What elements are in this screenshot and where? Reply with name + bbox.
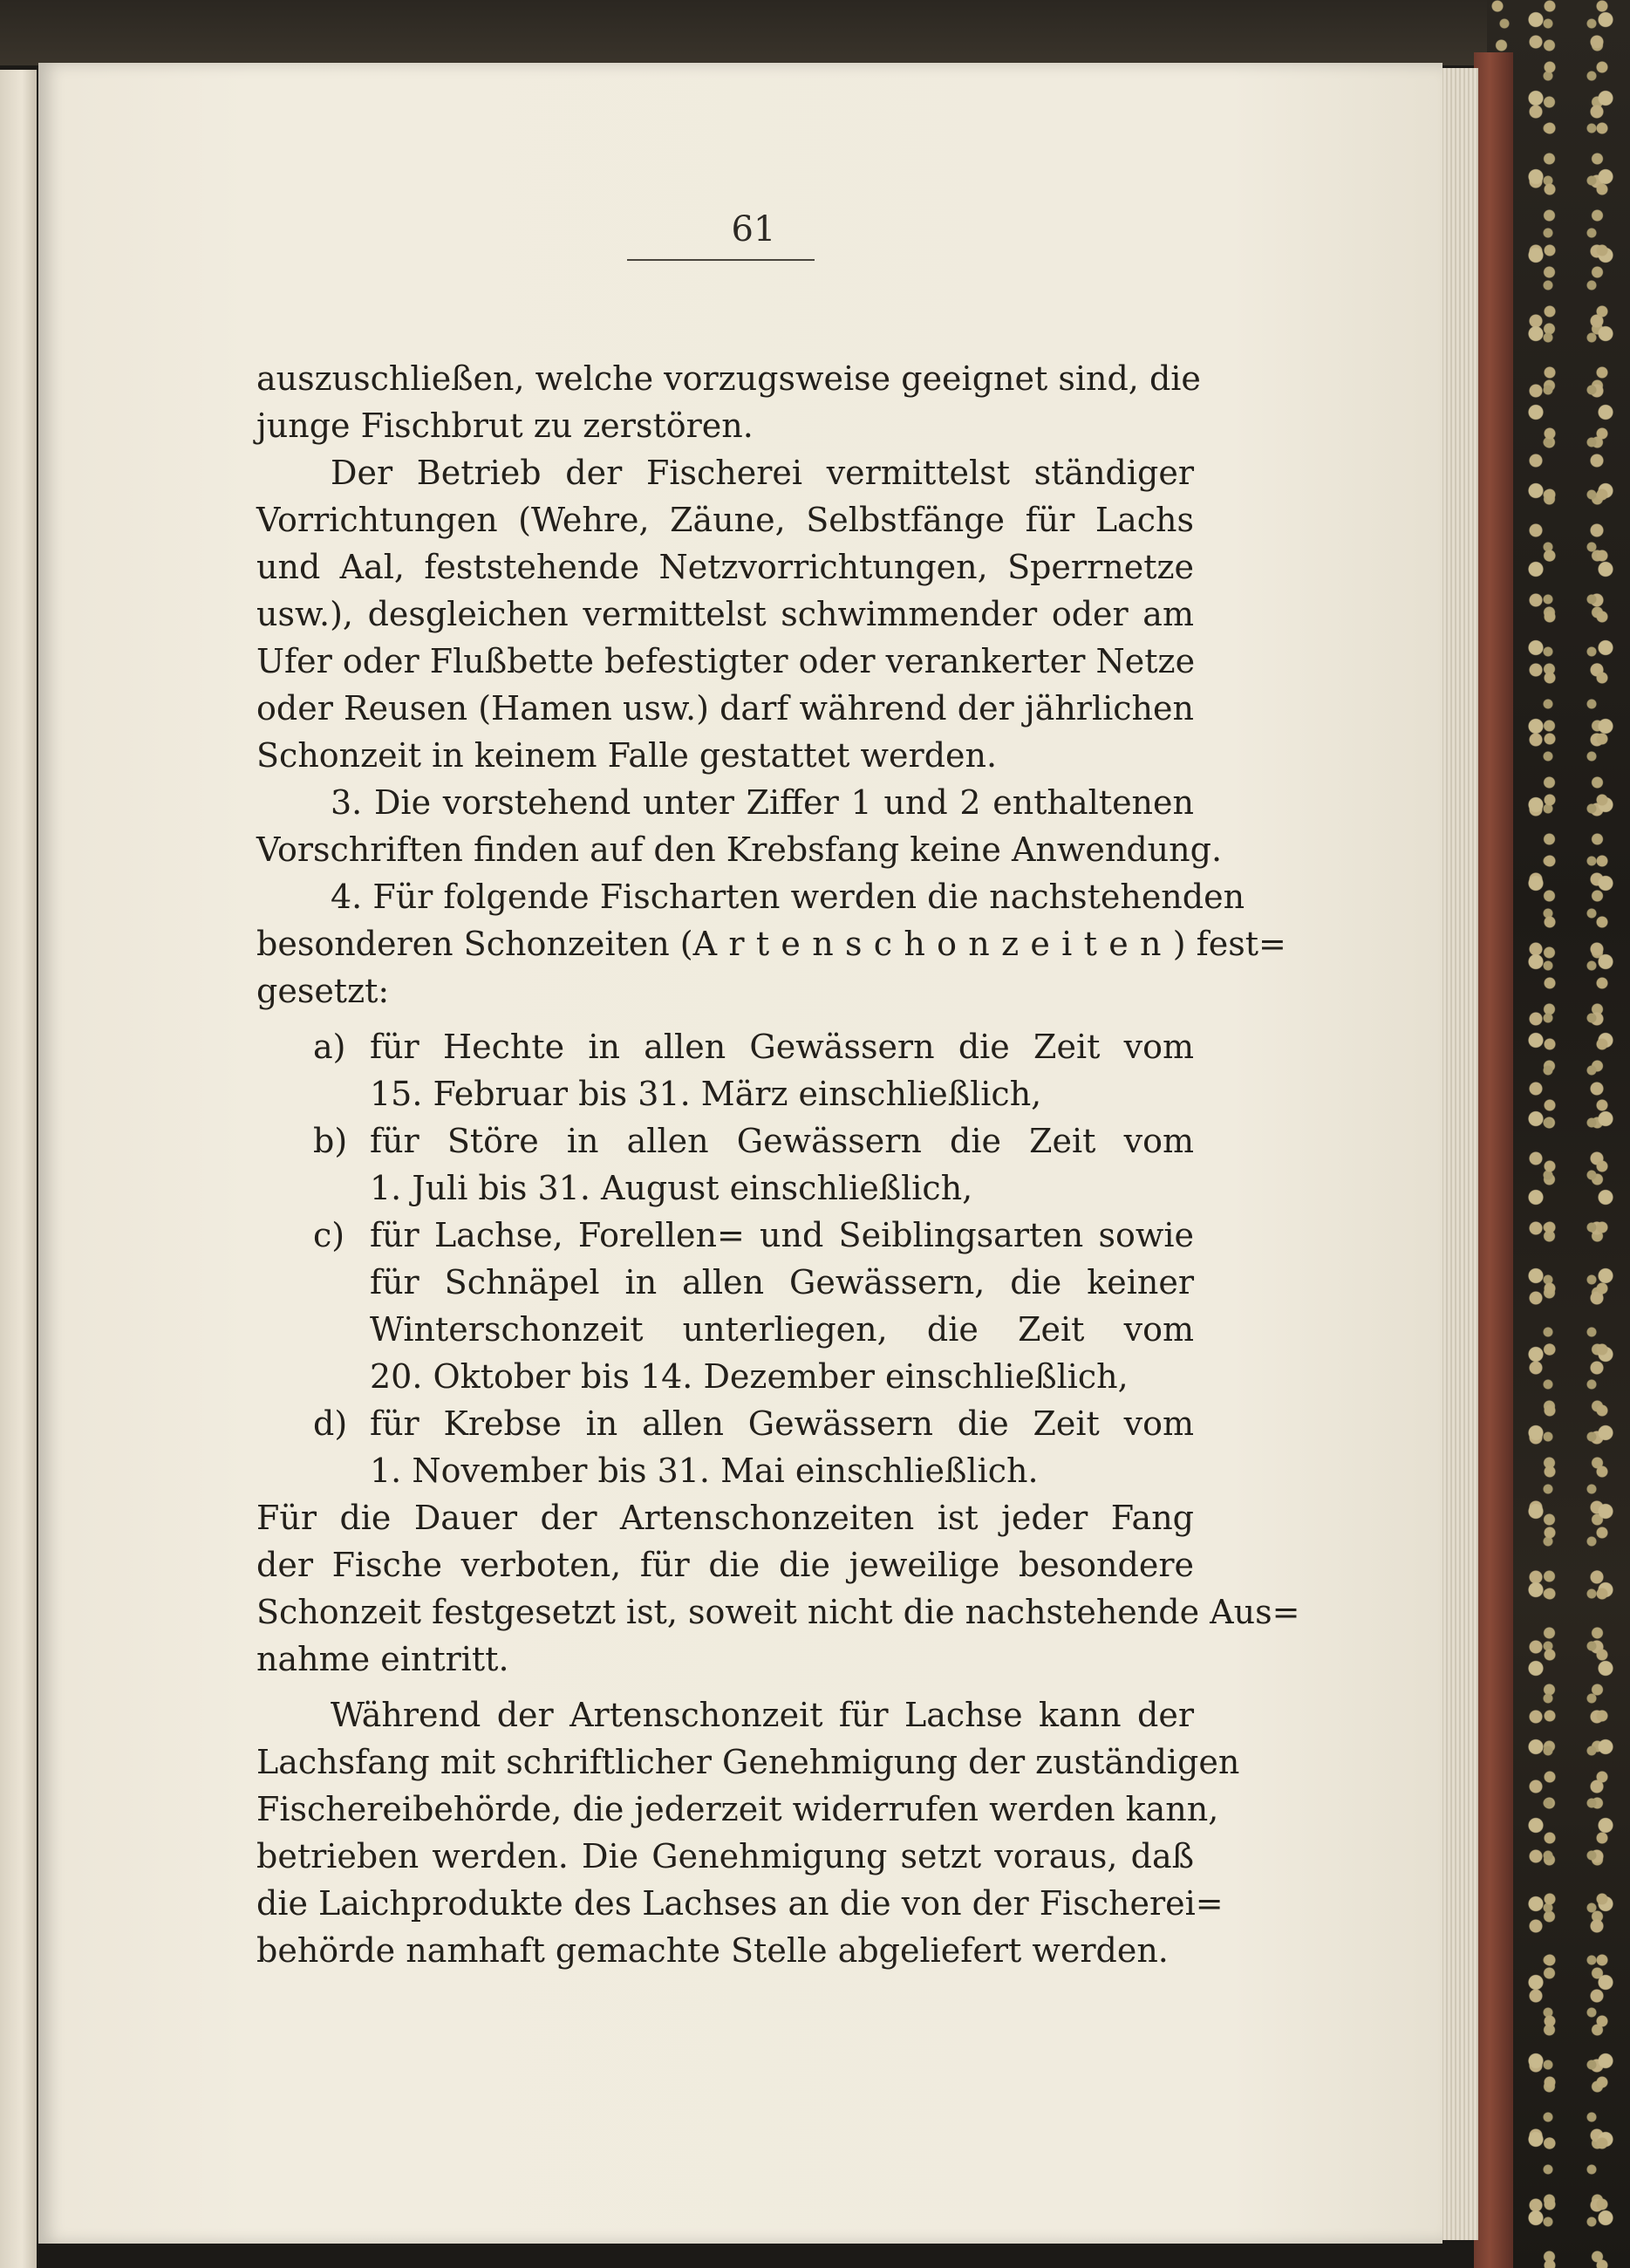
list-line: 15. Februar bis 31. März einschließlich, — [370, 1075, 1042, 1113]
text-line: behörde namhaft gemachte Stelle abgeliefert werden. — [256, 1931, 1169, 1970]
text-line: Schonzeit in keinem Falle gestattet werden. — [256, 736, 998, 775]
list-text: für Lachse, Forellen= und Seiblingsarten sowie — [370, 1216, 1194, 1254]
list-item — [256, 1212, 1194, 1400]
text-line: Lachsfang mit schriftlicher Genehmigung der zuständigen — [256, 1743, 1240, 1781]
text-line: usw.), desgleichen vermittelst schwimmender oder am — [256, 595, 1194, 633]
list-line — [256, 1212, 1194, 1259]
text-line: die Laichprodukte des Lachses an die von der Fischerei= — [256, 1884, 1224, 1923]
list-label: b) — [313, 1122, 348, 1160]
left-page-edge — [0, 70, 37, 2268]
list-line — [256, 1023, 1194, 1070]
text-fragment: ) fest= — [1172, 925, 1286, 963]
list-line: 20. Oktober bis 14. Dezember einschließlich, — [370, 1357, 1129, 1396]
text-line: Der Betrieb der Fischerei vermittelst ständiger — [331, 454, 1194, 492]
spacer — [256, 1014, 1194, 1023]
header-rule — [627, 259, 815, 261]
text-line: Schonzeit festgesetzt ist, soweit nicht die nachstehende Aus= — [256, 1593, 1300, 1631]
text-line: auszuschließen, welche vorzugsweise geeignet sind, die — [256, 359, 1201, 398]
list-label: d) — [313, 1404, 348, 1443]
text-line: Fischereibehörde, die jederzeit widerrufen werden kann, — [256, 1790, 1219, 1828]
text-line: betrieben werden. Die Genehmigung setzt voraus, daß — [256, 1837, 1194, 1875]
text-fragment: besonderen Schonzeiten ( — [256, 925, 693, 963]
text-line: 3. Die vorstehend unter Ziffer 1 und 2 enthaltenen — [331, 783, 1194, 822]
list-line: 1. Juli bis 31. August einschließlich, — [370, 1169, 973, 1207]
text-line: Während der Artenschonzeit für Lachse kann der — [331, 1696, 1194, 1734]
text-line: oder Reusen (Hamen usw.) darf während der jährlichen — [256, 689, 1194, 728]
list-label: a) — [313, 1028, 346, 1066]
text-line: und Aal, feststehende Netzvorrichtungen, Sperrnetze — [256, 548, 1194, 586]
list-line — [256, 1117, 1194, 1165]
text-line: Vorrichtungen (Wehre, Zäune, Selbstfänge für Lachs — [256, 501, 1194, 539]
list-item — [256, 1023, 1194, 1117]
book-cover-top — [0, 0, 1535, 65]
text-line: Ufer oder Flußbette befestigter oder verankerter Netze — [256, 642, 1196, 680]
list-item — [256, 1400, 1194, 1494]
list-line: Winterschonzeit unterliegen, die Zeit vom — [370, 1310, 1194, 1349]
list-line: 1. November bis 31. Mai einschließlich. — [370, 1452, 1039, 1490]
text-line: 4. Für folgende Fischarten werden die nachstehenden — [331, 878, 1245, 916]
list-line — [256, 1400, 1194, 1447]
book-spine-edge — [1474, 52, 1513, 2268]
page-text — [256, 355, 1300, 1974]
text-line — [256, 920, 1286, 967]
spaced-term: Artenschonzeiten — [692, 925, 1173, 963]
text-line: Vorschriften finden auf den Krebsfang keine Anwendung. — [256, 830, 1223, 869]
text-line: der Fische verboten, für die die jeweilige besondere — [256, 1546, 1194, 1584]
page-number: 61 — [731, 209, 776, 249]
list-line: für Schnäpel in allen Gewässern, die keiner — [370, 1263, 1194, 1301]
text-line: nahme eintritt. — [256, 1640, 509, 1678]
list-text: für Störe in allen Gewässern die Zeit vom — [370, 1122, 1194, 1160]
text-line: junge Fischbrut zu zerstören. — [256, 406, 754, 445]
text-line: Für die Dauer der Artenschonzeiten ist jeder Fang — [256, 1499, 1194, 1537]
list-item — [256, 1117, 1194, 1212]
text-line: gesetzt: — [256, 972, 390, 1010]
book-page — [38, 63, 1442, 2244]
list-label: c) — [313, 1216, 345, 1254]
list-text: für Krebse in allen Gewässern die Zeit vom — [370, 1404, 1194, 1443]
list-text: für Hechte in allen Gewässern die Zeit vom — [370, 1028, 1194, 1066]
spacer — [256, 1683, 1194, 1691]
page-block-edges — [1439, 68, 1478, 2240]
